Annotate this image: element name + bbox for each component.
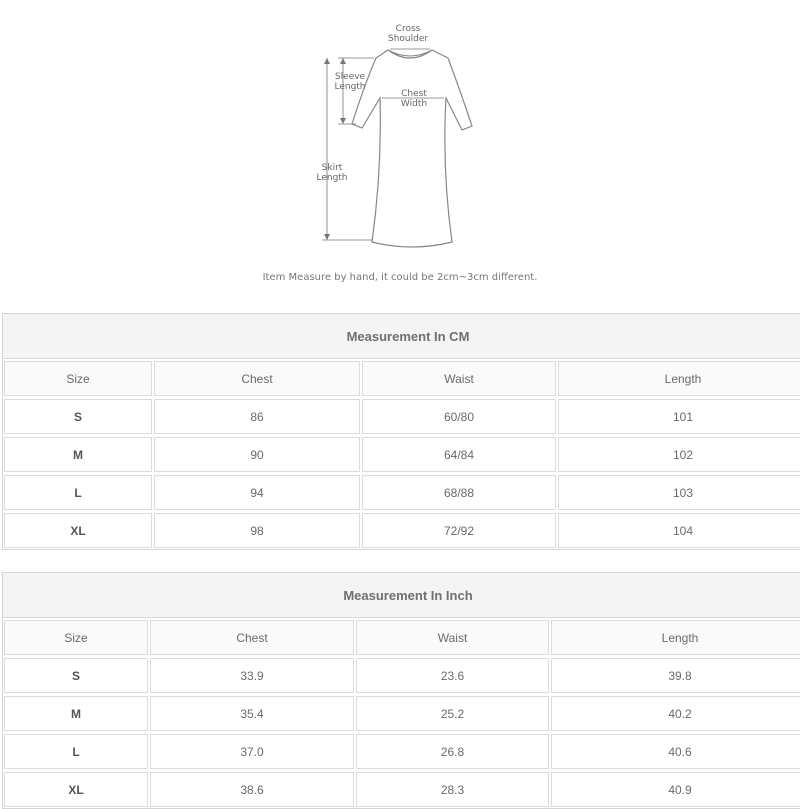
size-cell: L bbox=[4, 734, 148, 769]
sleeve-length-label bbox=[330, 72, 370, 92]
waist-cell: 60/80 bbox=[362, 399, 556, 434]
chest-width-label-line1: Chest bbox=[401, 89, 427, 99]
waist-cell: 68/88 bbox=[362, 475, 556, 510]
chest-cell: 98 bbox=[154, 513, 360, 548]
size-cell: M bbox=[4, 437, 152, 472]
table-header-row bbox=[3, 359, 800, 397]
measurement-table-inch bbox=[2, 572, 800, 809]
cross-shoulder-label-line1: Cross bbox=[395, 24, 421, 34]
length-cell: 103 bbox=[558, 475, 800, 510]
table-row bbox=[3, 473, 800, 511]
table-row bbox=[3, 435, 800, 473]
length-cell: 39.8 bbox=[551, 658, 800, 693]
sleeve-length-label-line2: Length bbox=[334, 82, 366, 92]
chest-cell: 37.0 bbox=[150, 734, 354, 769]
waist-cell: 72/92 bbox=[362, 513, 556, 548]
header-cell-size: Size bbox=[4, 620, 148, 655]
length-cell: 101 bbox=[558, 399, 800, 434]
chest-cell: 35.4 bbox=[150, 696, 354, 731]
size-cell: S bbox=[4, 399, 152, 434]
length-cell: 40.9 bbox=[551, 772, 800, 807]
size-cell: M bbox=[4, 696, 148, 731]
table-caption: Measurement In Inch bbox=[3, 573, 800, 618]
length-cell: 104 bbox=[558, 513, 800, 548]
chest-width-label-line2: Width bbox=[400, 99, 428, 109]
length-cell: 102 bbox=[558, 437, 800, 472]
length-cell: 40.2 bbox=[551, 696, 800, 731]
table-row bbox=[3, 656, 800, 694]
dress-measurement-diagram bbox=[0, 0, 800, 300]
table-row bbox=[3, 694, 800, 732]
chest-cell: 86 bbox=[154, 399, 360, 434]
table-row bbox=[3, 770, 800, 808]
size-cell: XL bbox=[4, 772, 148, 807]
measurement-note: Item Measure by hand, it could be 2cm~3cm different. bbox=[262, 272, 538, 283]
dress-outline-icon bbox=[0, 0, 800, 300]
skirt-length-label bbox=[312, 163, 352, 183]
chest-cell: 33.9 bbox=[150, 658, 354, 693]
header-cell-size: Size bbox=[4, 361, 152, 396]
header-cell-length: Length bbox=[551, 620, 800, 655]
header-cell-length: Length bbox=[558, 361, 800, 396]
waist-cell: 23.6 bbox=[356, 658, 549, 693]
size-cell: XL bbox=[4, 513, 152, 548]
waist-cell: 28.3 bbox=[356, 772, 549, 807]
table-header-row bbox=[3, 618, 800, 656]
header-cell-chest: Chest bbox=[150, 620, 354, 655]
skirt-length-label-line2: Length bbox=[316, 173, 348, 183]
length-cell: 40.6 bbox=[551, 734, 800, 769]
waist-cell: 26.8 bbox=[356, 734, 549, 769]
header-cell-waist: Waist bbox=[356, 620, 549, 655]
waist-cell: 64/84 bbox=[362, 437, 556, 472]
table-row bbox=[3, 511, 800, 549]
table-caption: Measurement In CM bbox=[3, 314, 800, 359]
measurement-table-cm bbox=[2, 313, 800, 550]
skirt-length-label-line1: Skirt bbox=[321, 163, 343, 173]
size-cell: L bbox=[4, 475, 152, 510]
cross-shoulder-label-line2: Shoulder bbox=[388, 34, 429, 44]
waist-cell: 25.2 bbox=[356, 696, 549, 731]
chest-cell: 38.6 bbox=[150, 772, 354, 807]
chest-cell: 90 bbox=[154, 437, 360, 472]
sleeve-length-label-line1: Sleeve bbox=[334, 72, 366, 82]
cross-shoulder-label bbox=[388, 24, 428, 44]
size-cell: S bbox=[4, 658, 148, 693]
header-cell-chest: Chest bbox=[154, 361, 360, 396]
chest-width-label bbox=[394, 89, 434, 109]
chest-cell: 94 bbox=[154, 475, 360, 510]
table-row bbox=[3, 397, 800, 435]
table-row bbox=[3, 732, 800, 770]
header-cell-waist: Waist bbox=[362, 361, 556, 396]
